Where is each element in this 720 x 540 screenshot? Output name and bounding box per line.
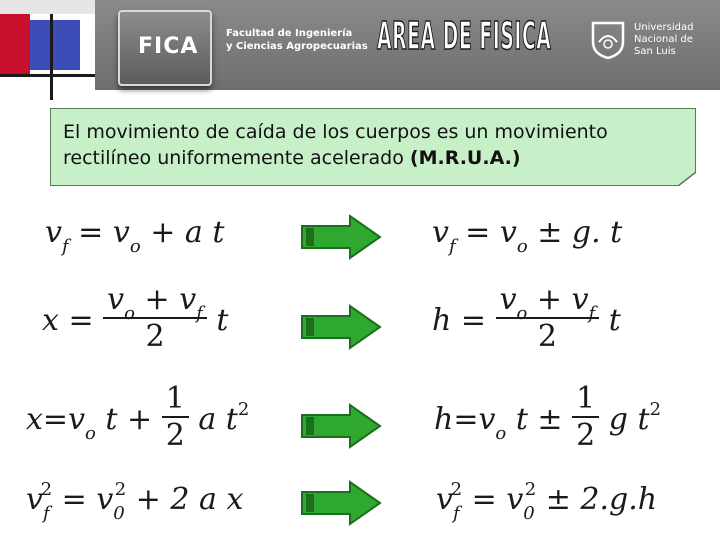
- note-box: [50, 108, 696, 186]
- faculty-line-2: y Ciencias Agropecuarias: [226, 41, 368, 52]
- area-title: AREA DE FISICA: [377, 14, 552, 58]
- university-name: [634, 22, 693, 58]
- note-body: El movimiento de caída de los cuerpos es un movimiento rectilíneo uniformemente acelerado: [63, 121, 608, 169]
- equation-left-3: $x=v_o$ t + $\frac{1}{2}$ a $t^2$: [26, 381, 250, 453]
- note-highlight: (M.R.U.A.): [409, 147, 521, 169]
- note-fold-icon: [678, 172, 696, 186]
- equation-right-1: $v_f = v_o \pm g$. t: [432, 215, 623, 257]
- equation-right-4: $v_f^2 = v_0^2 \pm 2.g.h$: [436, 479, 658, 524]
- note-text: [63, 119, 683, 171]
- decor-blue-square: [30, 20, 80, 70]
- decor-red-square: [0, 14, 30, 74]
- university-line-1: Universidad: [634, 22, 694, 33]
- university-line-3: San Luis: [634, 46, 676, 57]
- decor-horizontal-line: [0, 74, 100, 77]
- faculty-line-1: Facultad de Ingeniería: [226, 28, 353, 39]
- faculty-name: [226, 27, 368, 53]
- fraction: $\frac{1}{2}$: [162, 381, 189, 453]
- equation-left-2: x = $\frac{v_o + v_f}{2}$ t: [42, 282, 229, 354]
- right-arrow-icon: [300, 480, 382, 526]
- right-arrow-icon: [300, 403, 382, 449]
- university-crest-icon: [590, 20, 626, 60]
- fica-logo: [118, 10, 212, 86]
- decor-vertical-line: [50, 14, 53, 100]
- university-line-2: Nacional de: [634, 34, 693, 45]
- fraction: $\frac{v_o + v_f}{2}$: [103, 282, 207, 354]
- fica-logo-text: FICA: [138, 34, 199, 59]
- equation-right-2: h = $\frac{v_o + v_f}{2}$ t: [432, 282, 621, 354]
- right-arrow-icon: [300, 304, 382, 350]
- equation-right-3: $h=v_o$ t ± $\frac{1}{2}$ g $t^2$: [434, 381, 662, 453]
- equation-left-4: $v_f^2 = v_0^2 + 2$ a x: [26, 479, 244, 524]
- decor-gray-strip: [0, 0, 95, 14]
- fraction: $\frac{v_o + v_f}{2}$: [496, 282, 600, 354]
- right-arrow-icon: [300, 214, 382, 260]
- equation-left-1: $v_f = v_o + a$ t: [45, 215, 225, 257]
- fraction: $\frac{1}{2}$: [572, 381, 599, 453]
